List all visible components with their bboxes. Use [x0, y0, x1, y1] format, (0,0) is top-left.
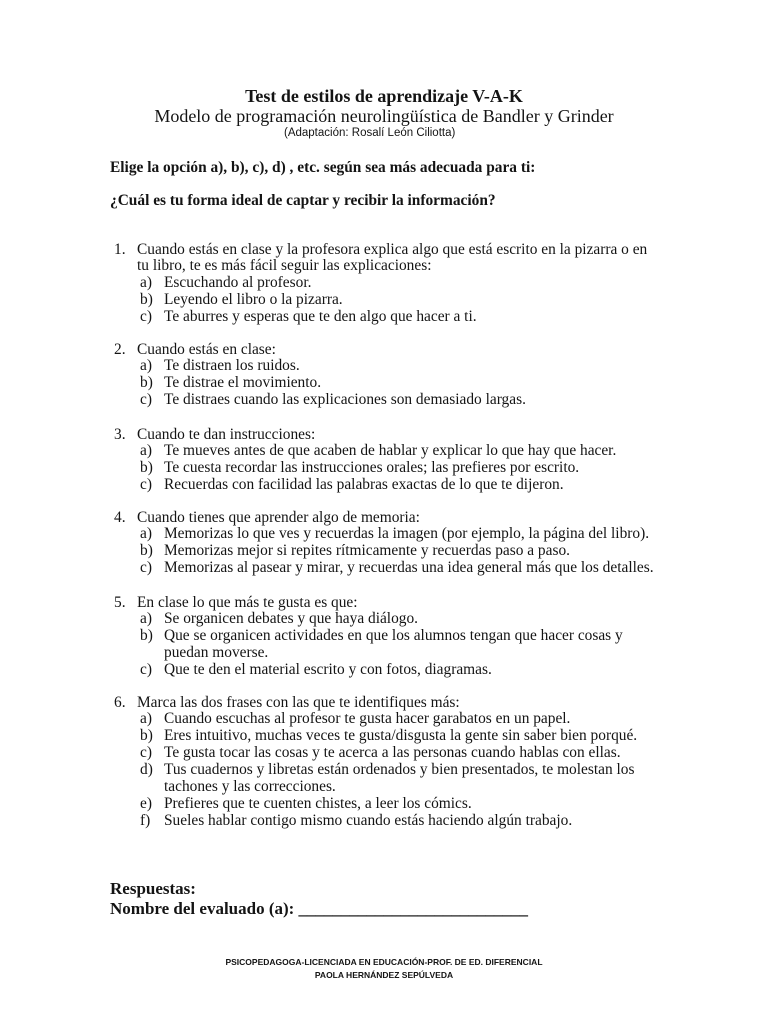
question-text: Cuando te dan instrucciones: [137, 425, 316, 443]
answers-heading: Respuestas: [110, 879, 196, 898]
option-letter: e) [140, 794, 152, 812]
option-text: Leyendo el libro o la pizarra. [164, 291, 343, 309]
section-question: ¿Cuál es tu forma ideal de captar y recibir la información? [110, 191, 496, 209]
option-text: Te aburres y esperas que te den algo que hacer a ti. [164, 308, 477, 326]
option-text: Te distraes cuando las explicaciones son demasiado largas. [164, 391, 526, 409]
option-text: Memorizas mejor si repites rítmicamente y recuerdas paso a paso. [164, 542, 570, 560]
option-item [114, 628, 623, 662]
option-text: Se organicen debates y que haya diálogo. [164, 610, 419, 628]
question-text: Cuando estás en clase: [137, 340, 276, 358]
option-letter: c) [140, 476, 152, 494]
question-stem [114, 427, 616, 444]
question-text: Cuando estás en clase y la profesora explica algo que está escrito en la pizarra o en tu libro, te es más fácil seguir las explicaciones: [137, 240, 648, 275]
option-text: Te gusta tocar las cosas y te acerca a las personas cuando hablas con ellas. [164, 744, 621, 762]
question-stem [114, 595, 623, 612]
option-letter: a) [140, 710, 152, 728]
question-5 [114, 595, 623, 680]
option-letter: b) [140, 727, 153, 745]
option-item [114, 611, 623, 628]
option-letter: b) [140, 291, 153, 309]
option-item [114, 796, 637, 813]
option-text: Cuando escuchas al profesor te gusta hacer garabatos en un papel. [164, 710, 571, 728]
question-text: Marca las dos frases con las que te identifiques más: [137, 693, 460, 711]
option-text: Te cuesta recordar las instrucciones orales; las prefieres por escrito. [164, 459, 580, 477]
option-item [114, 275, 647, 292]
question-number: 6. [114, 693, 126, 711]
option-letter: a) [140, 274, 152, 292]
question-stem [114, 695, 637, 712]
option-item [114, 460, 616, 477]
option-letter: c) [140, 391, 152, 409]
option-letter: b) [140, 542, 153, 560]
document-title: Test de estilos de aprendizaje V-A-K [245, 86, 523, 106]
question-1 [114, 242, 647, 327]
option-item [114, 662, 623, 679]
question-number: 1. [114, 240, 126, 258]
answers-section [110, 879, 528, 919]
option-letter: b) [140, 459, 153, 477]
question-text: En clase lo que más te gusta es que: [137, 593, 358, 611]
document-subtitle: Modelo de programación neurolingüística de Bandler y Grinder [154, 106, 614, 126]
question-stem [114, 342, 526, 359]
option-text: Escuchando al profesor. [164, 274, 312, 292]
option-letter: f) [140, 811, 151, 829]
option-letter: c) [140, 308, 152, 326]
question-6 [114, 695, 637, 830]
option-text: Te distraen los ruidos. [164, 357, 300, 375]
option-item [114, 728, 637, 745]
option-item [114, 358, 526, 375]
question-2 [114, 342, 526, 410]
question-4 [114, 510, 654, 578]
option-item [114, 309, 647, 326]
option-text: Que se organicen actividades en que los alumnos tengan que hacer cosas y puedan moverse. [164, 627, 623, 662]
option-letter: a) [140, 610, 152, 628]
option-text: Memorizas lo que ves y recuerdas la imagen (por ejemplo, la página del libro). [164, 525, 650, 543]
question-stem [114, 242, 647, 276]
footer-author: PAOLA HERNÁNDEZ SEPÚLVEDA [314, 970, 454, 980]
option-item [114, 813, 637, 830]
option-item [114, 526, 654, 543]
option-letter: d) [140, 761, 153, 779]
option-text: Te distrae el movimiento. [164, 374, 322, 392]
option-letter: a) [140, 357, 152, 375]
option-item [114, 711, 637, 728]
question-number: 2. [114, 340, 126, 358]
option-text: Eres intuitivo, muchas veces te gusta/disgusta la gente sin saber bien porqué. [164, 727, 638, 745]
option-text: Prefieres que te cuenten chistes, a leer los cómics. [164, 794, 472, 812]
option-item [114, 745, 637, 762]
option-item [114, 762, 637, 796]
evaluee-name-line: Nombre del evaluado (a): ___________________________ [110, 899, 529, 918]
instruction-text: Elige la opción a), b), c), d) , etc. según sea más adecuada para ti: [110, 158, 536, 176]
question-number: 3. [114, 425, 126, 443]
option-letter: a) [140, 525, 152, 543]
option-item [114, 292, 647, 309]
option-letter: b) [140, 374, 153, 392]
option-letter: c) [140, 744, 152, 762]
option-text: Que te den el material escrito y con fotos, diagramas. [164, 661, 492, 679]
option-text: Tus cuadernos y libretas están ordenados y bien presentados, te molestan los tachones y las correcciones. [164, 761, 635, 796]
question-stem [114, 510, 654, 527]
option-letter: c) [140, 661, 152, 679]
option-item [114, 375, 526, 392]
question-number: 5. [114, 593, 126, 611]
option-item [114, 560, 654, 577]
option-letter: b) [140, 627, 153, 645]
option-item [114, 543, 654, 560]
option-item [114, 443, 616, 460]
option-text: Recuerdas con facilidad las palabras exactas de lo que te dijeron. [164, 476, 564, 494]
option-text: Sueles hablar contigo mismo cuando estás haciendo algún trabajo. [164, 811, 573, 829]
question-text: Cuando tienes que aprender algo de memoria: [137, 508, 420, 526]
option-item [114, 477, 616, 494]
option-text: Te mueves antes de que acaben de hablar y explicar lo que hay que hacer. [164, 442, 617, 460]
option-letter: c) [140, 559, 152, 577]
page-footer [0, 956, 768, 982]
question-3 [114, 427, 616, 495]
footer-credentials: PSICOPEDAGOGA-LICENCIADA EN EDUCACIÓN-PROF. DE ED. DIFERENCIAL [225, 957, 543, 967]
adaptation-credit: (Adaptación: Rosalí León Ciliotta) [284, 127, 456, 139]
question-number: 4. [114, 508, 126, 526]
option-text: Memorizas al pasear y mirar, y recuerdas una idea general más que los detalles. [164, 559, 654, 577]
option-item [114, 392, 526, 409]
option-letter: a) [140, 442, 152, 460]
